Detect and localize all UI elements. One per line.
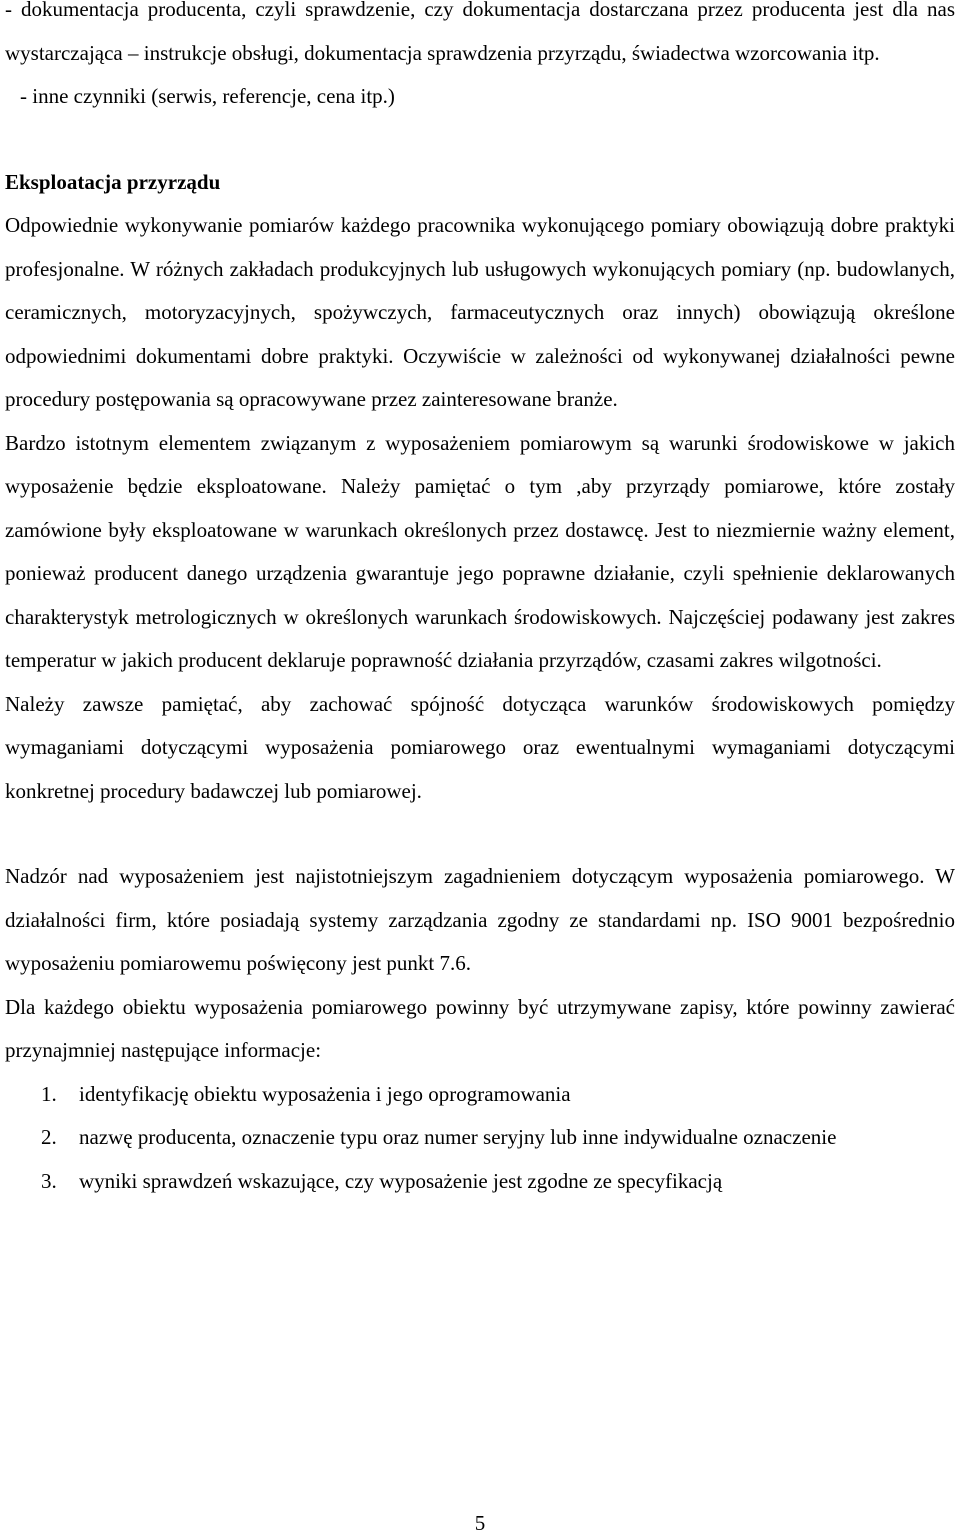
list-item [5,1073,955,1117]
paragraph-other-factors: - inne czynniki (serwis, referencje, cena itp.) [20,84,395,108]
list-item [5,1116,955,1160]
paragraph-supervision: Nadzór nad wyposażeniem jest najistotniejszym zagadnieniem dotyczącym wyposażenia pomiarowego. W działalności firm, które posiadają systemy zarządzania zgodny ze standardami np. ISO 9001 bezpośrednio wyposażeniu pomiarowemu poświęcony jest punkt 7.6. [5,864,955,975]
list-item-text: nazwę producenta, oznaczenie typu oraz numer seryjny lub inne indywidualne oznaczenie [79,1125,837,1149]
page-number: 5 [474,1511,486,1535]
paragraph-consistency: Należy zawsze pamiętać, aby zachować spójność dotycząca warunków środowiskowych pomiędzy wymaganiami dotyczącymi wyposażenia pomiarowego oraz ewentualnymi wymaganiami dotyczącymi konkretnej procedury badawczej lub pomiarowej. [5,691,955,803]
list-item-text: identyfikację obiektu wyposażenia i jego oprogramowania [79,1081,571,1106]
list-item-number: 3. [41,1168,57,1193]
paragraph-environmental-conditions: Bardzo istotnym elementem związanym z wyposażeniem pomiarowym są warunki środowiskowe w jakich wyposażenie będzie eksploatowane. Należy pamiętać o tym ,aby przyrządy pomiarowe, które zostały zamówione były eksploatowane w warunkach określonych przez dostawcę. Jest to niezmiernie ważny element, ponieważ producent danego urządzenia gwarantuje jego poprawne działanie, czyli spełnienie deklarowanych charakterystyk metrologicznych w określonych warunkach środowiskowych. Najczęściej podawany jest zakres temperatur w jakich producent deklaruje poprawność działania przyrządów, czasami zakres wilgotności. [5,430,955,672]
paragraph-manufacturer-documentation: - dokumentacja producenta, czyli sprawdzenie, czy dokumentacja dostarczana przez producenta jest dla nas wystarczająca – instrukcje obsługi, dokumentacja sprawdzenia przyrządu, świadectwa wzorcowania itp. [5,0,955,65]
list-item [5,1160,955,1204]
list-item-number: 2. [41,1125,57,1149]
list-item-number: 1. [41,1081,57,1106]
list-item-text: wyniki sprawdzeń wskazujące, czy wyposażenie jest zgodne ze specyfikacją [79,1168,723,1193]
section-heading: Eksploatacja przyrządu [5,169,221,194]
paragraph-good-practices: Odpowiednie wykonywanie pomiarów każdego pracownika wykonującego pomiary obowiązują dobre praktyki profesjonalne. W różnych zakładach produkcyjnych lub usługowych wykonujących pomiary (np. budowlanych, ceramicznych, motoryzacyjnych, spożywczych, farmaceutycznych oraz innych) obowiązują określone odpowiednimi dokumentami dobre praktyki. Oczywiście w zależności od wykonywanej działalności pewne procedury postępowania są opracowywane przez zainteresowane branże. [5,213,955,411]
records-list [5,1073,955,1204]
paragraph-records: Dla każdego obiektu wyposażenia pomiarowego powinny być utrzymywane zapisy, które powinny zawierać przynajmniej następujące informacje: [5,994,955,1062]
document-page [5,0,955,1203]
